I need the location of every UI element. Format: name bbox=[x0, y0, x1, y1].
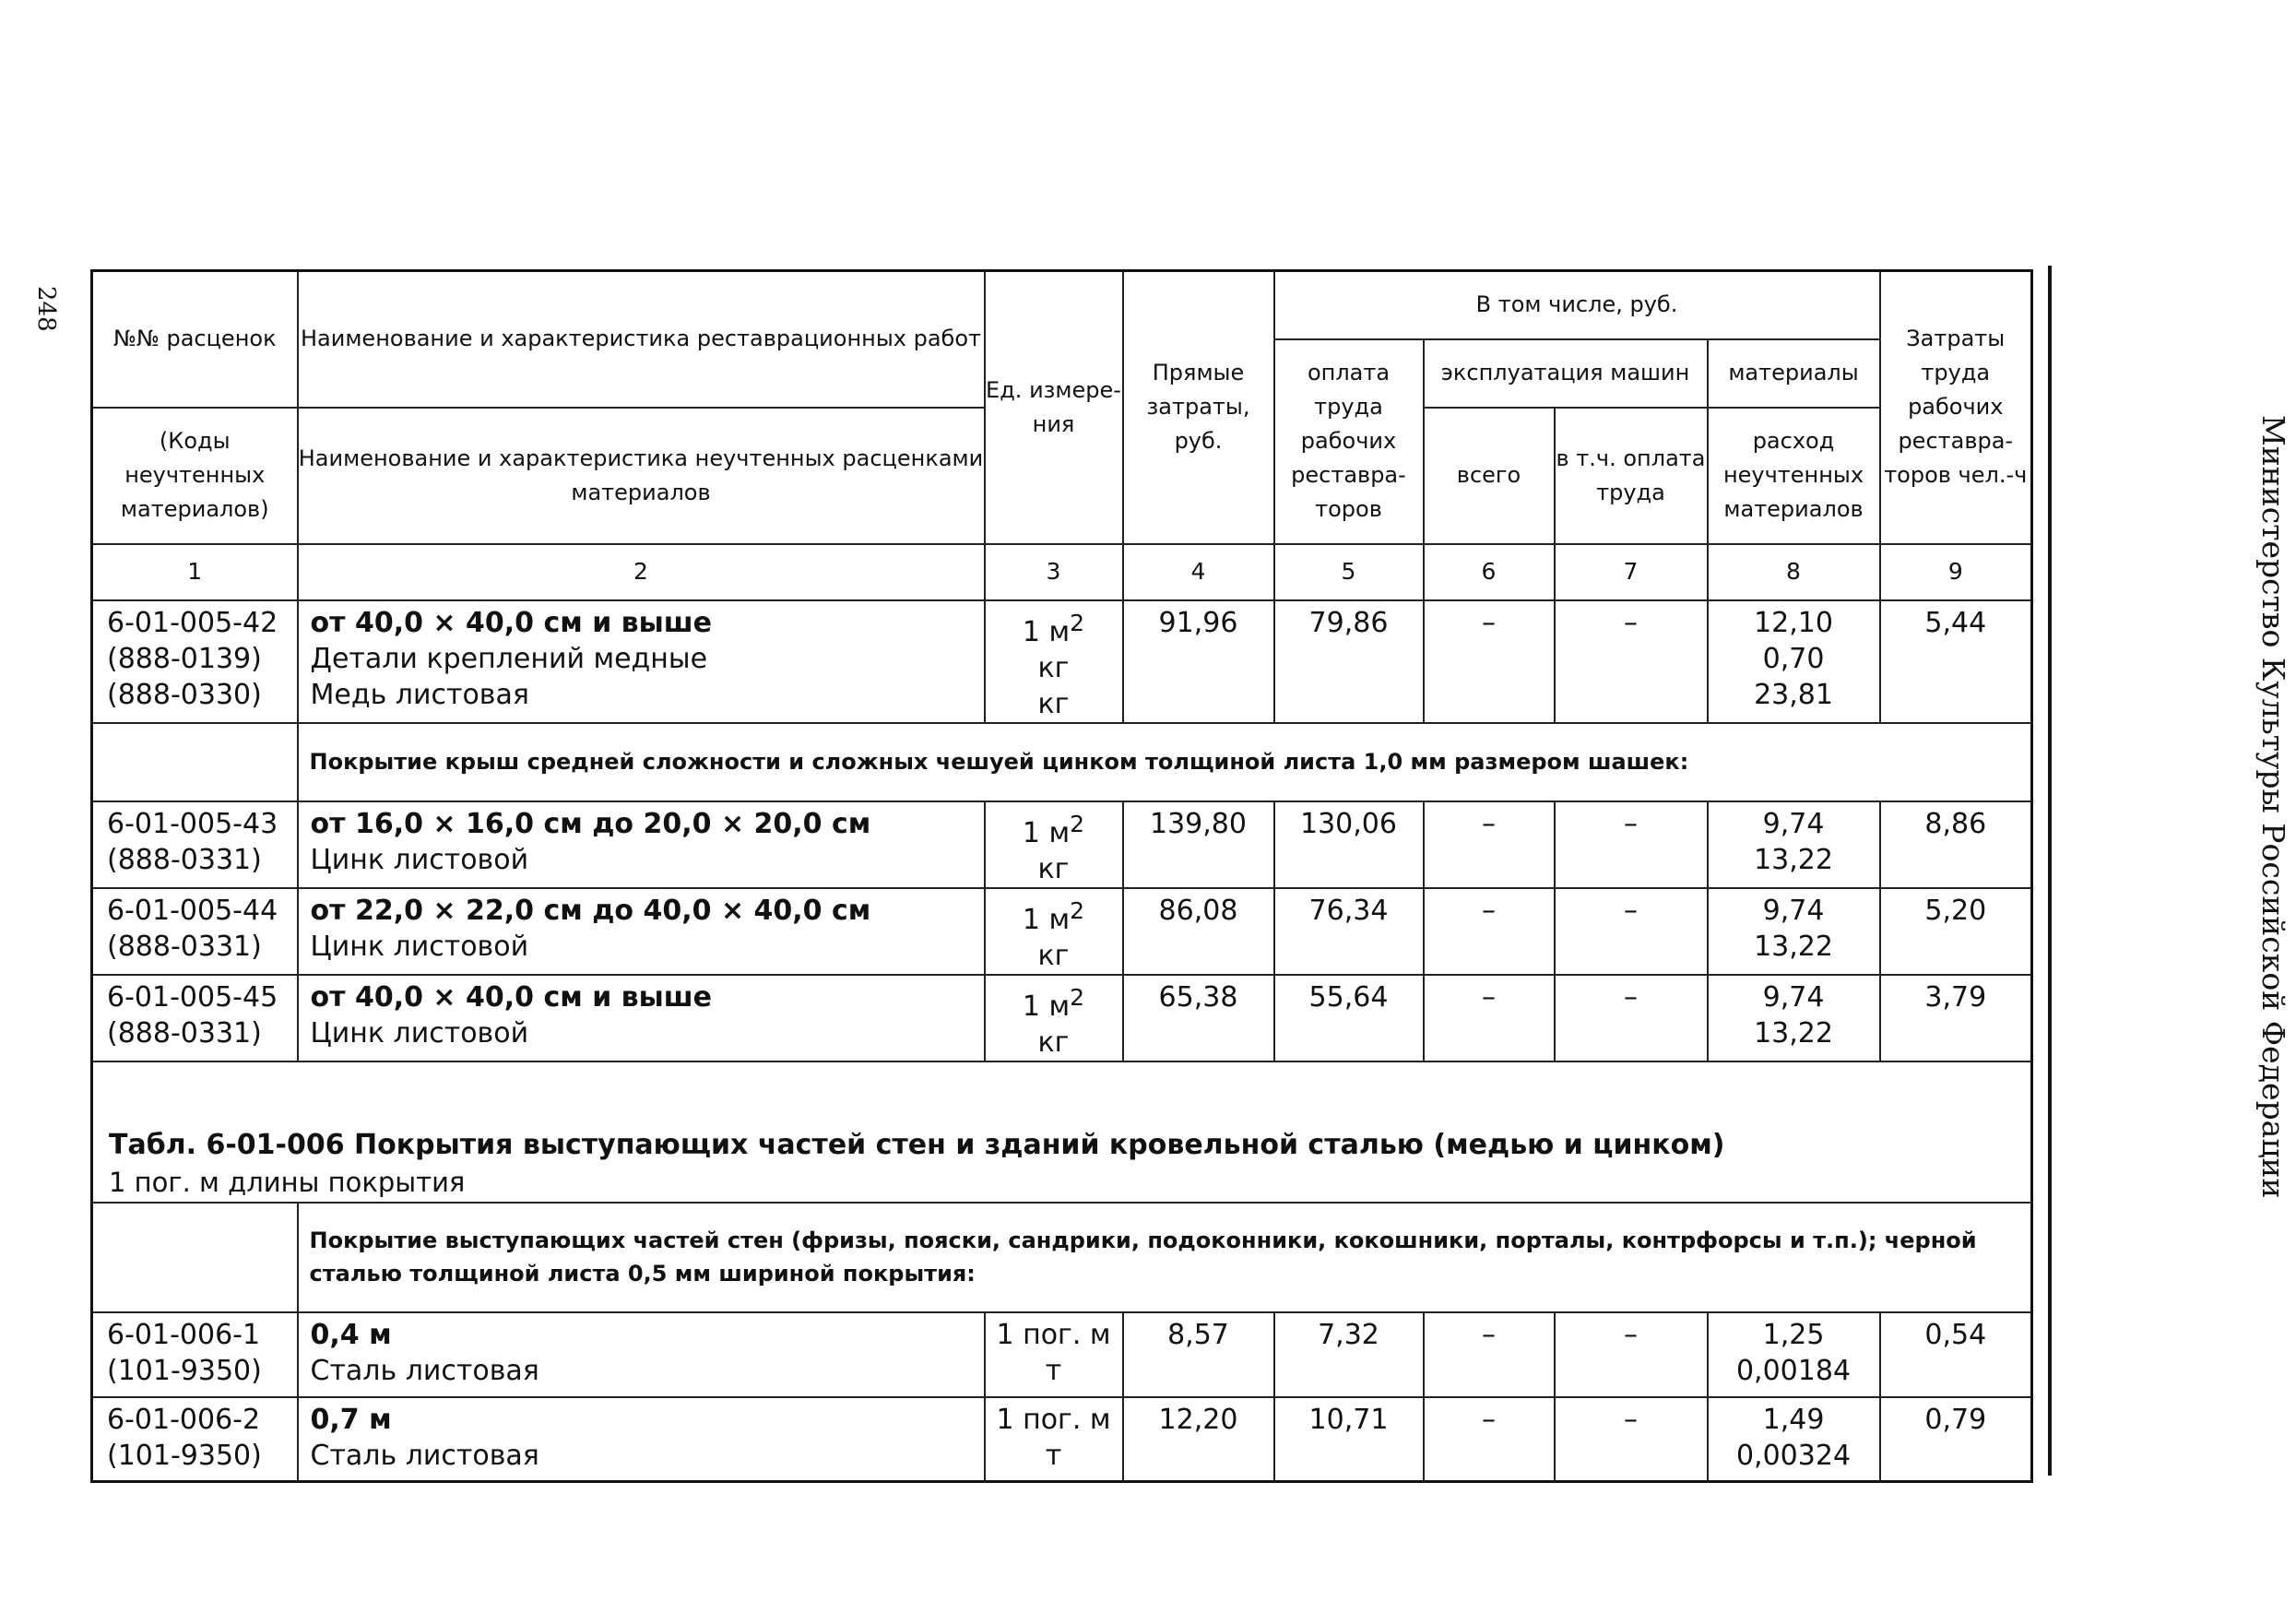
unit-cell bbox=[985, 1397, 1123, 1482]
section-subheader: Покрытие крыш средней сложности и сложных чешуей цинком толщиной листа 1,0 мм размером шашек: bbox=[298, 723, 2032, 801]
header-machines: эксплуатация машин bbox=[1424, 339, 1708, 408]
labor-hours: 5,44 bbox=[1880, 600, 2032, 723]
material-unit: т bbox=[1045, 1354, 1062, 1387]
column-number: 3 bbox=[985, 544, 1123, 600]
materials-value: 9,74 bbox=[1762, 807, 1825, 840]
unit: 1 м bbox=[1022, 903, 1071, 936]
material-name: Цинк листовой bbox=[310, 930, 529, 963]
material-name: Детали креплений медные bbox=[310, 642, 708, 675]
machines-total: – bbox=[1424, 975, 1555, 1061]
rate-code: 6-01-006-2 bbox=[107, 1403, 261, 1436]
rates-table bbox=[90, 269, 2033, 1483]
material-usage: 13,22 bbox=[1754, 930, 1833, 963]
material-code: (888-0331) bbox=[107, 843, 262, 876]
table-row bbox=[92, 801, 2032, 888]
labor-hours: 0,54 bbox=[1880, 1312, 2032, 1397]
header-labor-pay: оплата труда рабочих реставра- торов bbox=[1274, 339, 1424, 544]
machines-labor: – bbox=[1555, 888, 1708, 975]
material-name: Медь листовая bbox=[310, 678, 529, 711]
unit-cell bbox=[985, 600, 1123, 723]
rate-code-cell bbox=[92, 600, 298, 723]
header-rate-numbers: №№ расценок bbox=[92, 271, 298, 408]
materials-cell bbox=[1708, 600, 1880, 723]
work-name: от 16,0 × 16,0 см до 20,0 × 20,0 см bbox=[310, 807, 871, 840]
rate-code-cell bbox=[92, 801, 298, 888]
labor-pay: 130,06 bbox=[1274, 801, 1424, 888]
labor-hours: 3,79 bbox=[1880, 975, 2032, 1061]
column-number: 5 bbox=[1274, 544, 1424, 600]
running-title-rule bbox=[2048, 266, 2052, 1476]
page-number: 248 bbox=[32, 286, 60, 332]
work-name-cell bbox=[298, 888, 985, 975]
header-materials: материалы bbox=[1708, 339, 1880, 408]
rate-code-cell bbox=[92, 975, 298, 1061]
column-number: 4 bbox=[1123, 544, 1274, 600]
column-number: 1 bbox=[92, 544, 298, 600]
labor-hours: 0,79 bbox=[1880, 1397, 2032, 1482]
material-usage: 13,22 bbox=[1754, 1016, 1833, 1050]
labor-hours: 5,20 bbox=[1880, 888, 2032, 975]
header-direct-costs: Прямые затраты, руб. bbox=[1123, 271, 1274, 544]
work-name-cell bbox=[298, 600, 985, 723]
rate-code-cell bbox=[92, 1312, 298, 1397]
work-name-cell bbox=[298, 801, 985, 888]
direct-costs: 8,57 bbox=[1123, 1312, 1274, 1397]
unit-cell bbox=[985, 888, 1123, 975]
material-name: Сталь листовая bbox=[310, 1439, 539, 1472]
column-number: 8 bbox=[1708, 544, 1880, 600]
direct-costs: 91,96 bbox=[1123, 600, 1274, 723]
unit-exponent: 2 bbox=[1070, 810, 1085, 837]
work-name: 0,7 м bbox=[310, 1403, 392, 1436]
material-name: Цинк листовой bbox=[310, 1016, 529, 1050]
material-unit: кг bbox=[1037, 852, 1070, 885]
rate-code-cell bbox=[92, 1397, 298, 1482]
table-row bbox=[92, 1397, 2032, 1482]
materials-cell bbox=[1708, 975, 1880, 1061]
machines-total: – bbox=[1424, 1397, 1555, 1482]
material-code: (101-9350) bbox=[107, 1354, 262, 1387]
header-labor-hours: Затраты труда рабочих реставра- торов чел.-ч bbox=[1880, 271, 2032, 544]
labor-pay: 55,64 bbox=[1274, 975, 1424, 1061]
rate-code: 6-01-005-42 bbox=[107, 606, 278, 639]
machines-total: – bbox=[1424, 801, 1555, 888]
table-row bbox=[92, 888, 2032, 975]
materials-value: 1,49 bbox=[1762, 1403, 1825, 1436]
direct-costs: 86,08 bbox=[1123, 888, 1274, 975]
unit: 1 м bbox=[1022, 816, 1071, 849]
labor-hours: 8,86 bbox=[1880, 801, 2032, 888]
materials-cell bbox=[1708, 801, 1880, 888]
machines-total: – bbox=[1424, 888, 1555, 975]
table-row bbox=[92, 600, 2032, 723]
material-usage: 0,00184 bbox=[1735, 1354, 1852, 1387]
labor-pay: 76,34 bbox=[1274, 888, 1424, 975]
machines-labor: – bbox=[1555, 1397, 1708, 1482]
header-work-name: Наименование и характеристика реставрационных работ bbox=[298, 271, 985, 408]
unit-exponent: 2 bbox=[1070, 609, 1085, 636]
materials-cell bbox=[1708, 888, 1880, 975]
materials-cell bbox=[1708, 1397, 1880, 1482]
direct-costs: 65,38 bbox=[1123, 975, 1274, 1061]
material-unit: кг bbox=[1037, 687, 1070, 720]
table-006-heading bbox=[92, 1061, 2032, 1203]
column-number: 2 bbox=[298, 544, 985, 600]
rate-code: 6-01-005-44 bbox=[107, 894, 278, 927]
material-usage: 0,70 bbox=[1762, 642, 1825, 675]
table-006-unit: 1 пог. м длины покрытия bbox=[109, 1166, 466, 1198]
material-code: (888-0330) bbox=[107, 678, 262, 711]
material-code: (888-0139) bbox=[107, 642, 262, 675]
unit-exponent: 2 bbox=[1070, 896, 1085, 924]
header-material-names: Наименование и характеристика неучтенных расценками материалов bbox=[298, 408, 985, 544]
direct-costs: 12,20 bbox=[1123, 1397, 1274, 1482]
materials-value: 1,25 bbox=[1762, 1318, 1825, 1351]
material-unit: кг bbox=[1037, 651, 1070, 684]
unit-cell bbox=[985, 1312, 1123, 1397]
header-machines-total: всего bbox=[1424, 408, 1555, 544]
machines-labor: – bbox=[1555, 801, 1708, 888]
machines-total: – bbox=[1424, 600, 1555, 723]
work-name: от 40,0 × 40,0 см и выше bbox=[310, 980, 712, 1014]
material-code: (888-0331) bbox=[107, 930, 262, 963]
unit: 1 м bbox=[1022, 990, 1071, 1023]
materials-value: 12,10 bbox=[1754, 606, 1833, 639]
labor-pay: 79,86 bbox=[1274, 600, 1424, 723]
rate-code: 6-01-005-43 bbox=[107, 807, 278, 840]
unit-cell bbox=[985, 801, 1123, 888]
unit-cell bbox=[985, 975, 1123, 1061]
material-code: (101-9350) bbox=[107, 1439, 262, 1472]
machines-labor: – bbox=[1555, 600, 1708, 723]
rate-code: 6-01-006-1 bbox=[107, 1318, 261, 1351]
work-name: от 40,0 × 40,0 см и выше bbox=[310, 606, 712, 639]
material-unit: кг bbox=[1037, 1026, 1070, 1059]
header-material-usage: расход неучтенных материалов bbox=[1708, 408, 1880, 544]
column-number: 9 bbox=[1880, 544, 2032, 600]
materials-value: 9,74 bbox=[1762, 980, 1825, 1014]
column-number: 7 bbox=[1555, 544, 1708, 600]
labor-pay: 7,32 bbox=[1274, 1312, 1424, 1397]
unit-exponent: 2 bbox=[1070, 983, 1085, 1011]
table-006-title: Табл. 6-01-006 Покрытия выступающих частей стен и зданий кровельной сталью (медью и цинком) bbox=[109, 1128, 1725, 1161]
materials-cell bbox=[1708, 1312, 1880, 1397]
table-row bbox=[92, 1312, 2032, 1397]
labor-pay: 10,71 bbox=[1274, 1397, 1424, 1482]
work-name-cell bbox=[298, 975, 985, 1061]
table-row bbox=[92, 975, 2032, 1061]
header-unit: Ед. измере- ния bbox=[985, 271, 1123, 544]
material-usage: 13,22 bbox=[1754, 843, 1833, 876]
material-name: Цинк листовой bbox=[310, 843, 529, 876]
section-subheader: Покрытие выступающих частей стен (фризы, пояски, сандрики, подоконники, кокошники, порталы, контрфорсы и т.п.); черной сталью толщиной листа 0,5 мм шириной покрытия: bbox=[298, 1203, 2032, 1312]
header-machines-labor: в т.ч. оплата труда bbox=[1555, 408, 1708, 544]
header-material-codes: (Коды неучтенных материалов) bbox=[92, 408, 298, 544]
machines-labor: – bbox=[1555, 1312, 1708, 1397]
header-including: В том числе, руб. bbox=[1274, 271, 1880, 339]
work-name-cell bbox=[298, 1312, 985, 1397]
running-title: Министерство Культуры Российской Федерации bbox=[2255, 415, 2291, 1199]
material-unit: кг bbox=[1037, 939, 1070, 972]
column-number: 6 bbox=[1424, 544, 1555, 600]
unit: 1 пог. м bbox=[996, 1403, 1111, 1436]
work-name-cell bbox=[298, 1397, 985, 1482]
material-usage: 23,81 bbox=[1754, 678, 1833, 711]
unit: 1 пог. м bbox=[996, 1318, 1111, 1351]
rate-code: 6-01-005-45 bbox=[107, 980, 278, 1014]
direct-costs: 139,80 bbox=[1123, 801, 1274, 888]
materials-value: 9,74 bbox=[1762, 894, 1825, 927]
work-name: от 22,0 × 22,0 см до 40,0 × 40,0 см bbox=[310, 894, 871, 927]
material-usage: 0,00324 bbox=[1735, 1439, 1852, 1472]
material-unit: т bbox=[1045, 1439, 1062, 1472]
material-code: (888-0331) bbox=[107, 1016, 262, 1050]
material-name: Сталь листовая bbox=[310, 1354, 539, 1387]
work-name: 0,4 м bbox=[310, 1318, 392, 1351]
rate-code-cell bbox=[92, 888, 298, 975]
machines-labor: – bbox=[1555, 975, 1708, 1061]
machines-total: – bbox=[1424, 1312, 1555, 1397]
unit: 1 м bbox=[1022, 615, 1071, 648]
